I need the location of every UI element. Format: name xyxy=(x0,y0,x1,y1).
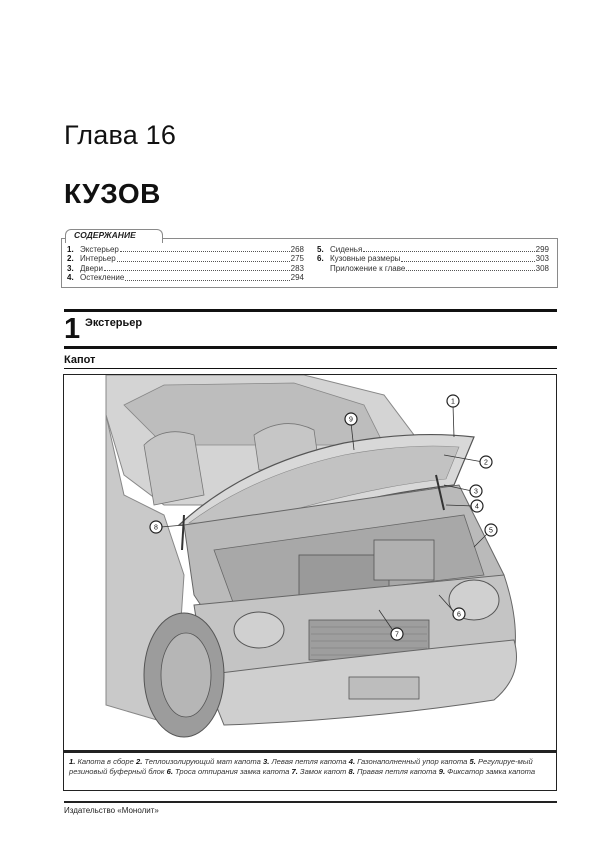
toc-item-page: 294 xyxy=(290,273,304,283)
callout-8 xyxy=(150,521,162,533)
section-rule-top xyxy=(64,309,557,312)
toc-item-label: Интерьер xyxy=(80,254,116,264)
callout-3 xyxy=(470,485,482,497)
caption-num: 7. xyxy=(291,766,298,776)
callout-label: 4 xyxy=(475,503,479,511)
toc-leader xyxy=(117,254,290,261)
callout-label: 9 xyxy=(349,416,353,424)
toc-item-number: 5. xyxy=(317,245,324,254)
callout-6 xyxy=(453,608,465,620)
toc-item[interactable] xyxy=(67,273,304,282)
callout-label: 3 xyxy=(474,488,478,496)
toc-item[interactable] xyxy=(67,264,304,273)
callout-label: 8 xyxy=(154,524,158,532)
toc-item-label: Кузовные размеры xyxy=(330,254,401,264)
footer-rule xyxy=(64,801,557,803)
caption-text: Левая петля капота xyxy=(269,757,349,766)
caption-num: 9. xyxy=(438,766,446,776)
caption-text: Капота в сборе xyxy=(75,757,136,766)
toc-item-page: 299 xyxy=(535,245,549,254)
caption-text: Теплоизолирующий мат капота xyxy=(142,757,264,766)
toc-item-label: Экстерьер xyxy=(80,245,119,254)
caption-num: 6. xyxy=(166,766,173,776)
toc-item-number xyxy=(317,264,330,273)
toc-leader xyxy=(104,264,290,271)
table-of-contents xyxy=(61,238,558,288)
caption-text: Регулируе-мый резиновый буферный блок xyxy=(69,757,533,776)
toc-item-page: 308 xyxy=(535,263,549,273)
callout-label: 1 xyxy=(451,398,455,406)
caption-text: Правая петля капота xyxy=(354,766,439,776)
callout-2 xyxy=(480,456,492,468)
figure-caption xyxy=(63,751,557,791)
toc-item[interactable] xyxy=(67,245,304,254)
callout-label: 5 xyxy=(489,527,493,535)
callout-label: 7 xyxy=(395,631,399,639)
chapter-label: Глава 16 xyxy=(64,120,177,150)
caption-text: Газонаполненный упор капота xyxy=(355,757,470,766)
toc-item-page: 303 xyxy=(535,254,549,264)
subsection-title: Капот xyxy=(64,354,96,366)
toc-item[interactable] xyxy=(317,245,549,254)
car-hood-illustration xyxy=(64,375,557,751)
toc-item-page: 268 xyxy=(290,245,304,254)
toc-leader xyxy=(125,273,289,280)
publisher-footer: Издательство «Монолит» xyxy=(64,806,159,815)
toc-item[interactable] xyxy=(67,254,304,263)
toc-leader xyxy=(363,245,534,252)
toc-leader xyxy=(406,264,534,271)
caption-num: 1. xyxy=(69,757,76,766)
callout-label: 6 xyxy=(457,611,461,619)
toc-column-right xyxy=(317,245,549,273)
callout-4 xyxy=(471,500,483,512)
callout-5 xyxy=(485,524,497,536)
toc-item-number: 1. xyxy=(67,245,74,254)
section-title: Экстерьер xyxy=(85,317,143,329)
toc-item-label: Двери xyxy=(80,263,103,273)
callout-label: 2 xyxy=(484,459,488,467)
toc-item-number: 6. xyxy=(317,254,324,264)
section-rule-bottom xyxy=(64,346,557,349)
toc-leader xyxy=(120,245,290,252)
toc-heading-tab xyxy=(65,229,163,243)
toc-leader xyxy=(401,254,534,261)
section-number: 1 xyxy=(64,313,81,345)
toc-heading: СОДЕРЖАНИЕ xyxy=(74,230,136,240)
subsection-rule xyxy=(64,368,557,369)
toc-item-number: 4. xyxy=(67,273,74,283)
toc-column-left xyxy=(67,245,304,283)
caption-num: 5. xyxy=(469,757,476,766)
toc-item-page: 275 xyxy=(290,254,304,264)
toc-item-number: 2. xyxy=(67,254,74,264)
toc-item-number: 3. xyxy=(67,263,74,273)
caption-num: 4. xyxy=(348,757,356,766)
caption-num: 3. xyxy=(263,757,270,766)
caption-num: 2. xyxy=(135,757,143,766)
toc-item[interactable] xyxy=(317,254,549,263)
toc-item-label: Остекление xyxy=(80,273,125,283)
toc-item-label: Сиденья xyxy=(330,245,363,254)
toc-item-page: 283 xyxy=(290,263,304,273)
toc-item[interactable] xyxy=(317,264,549,273)
toc-item-label: Приложение к главе xyxy=(330,263,406,273)
callout-9 xyxy=(345,413,357,425)
caption-num: 8. xyxy=(348,766,355,776)
callout-1 xyxy=(447,395,459,407)
caption-text: Фиксатор замка капота xyxy=(445,766,536,776)
caption-text: Троса отпирания замка капота xyxy=(172,766,292,776)
hood-figure xyxy=(63,374,557,751)
chapter-title: КУЗОВ xyxy=(64,178,161,209)
caption-text: Замок капот xyxy=(297,766,349,776)
callout-7 xyxy=(391,628,403,640)
